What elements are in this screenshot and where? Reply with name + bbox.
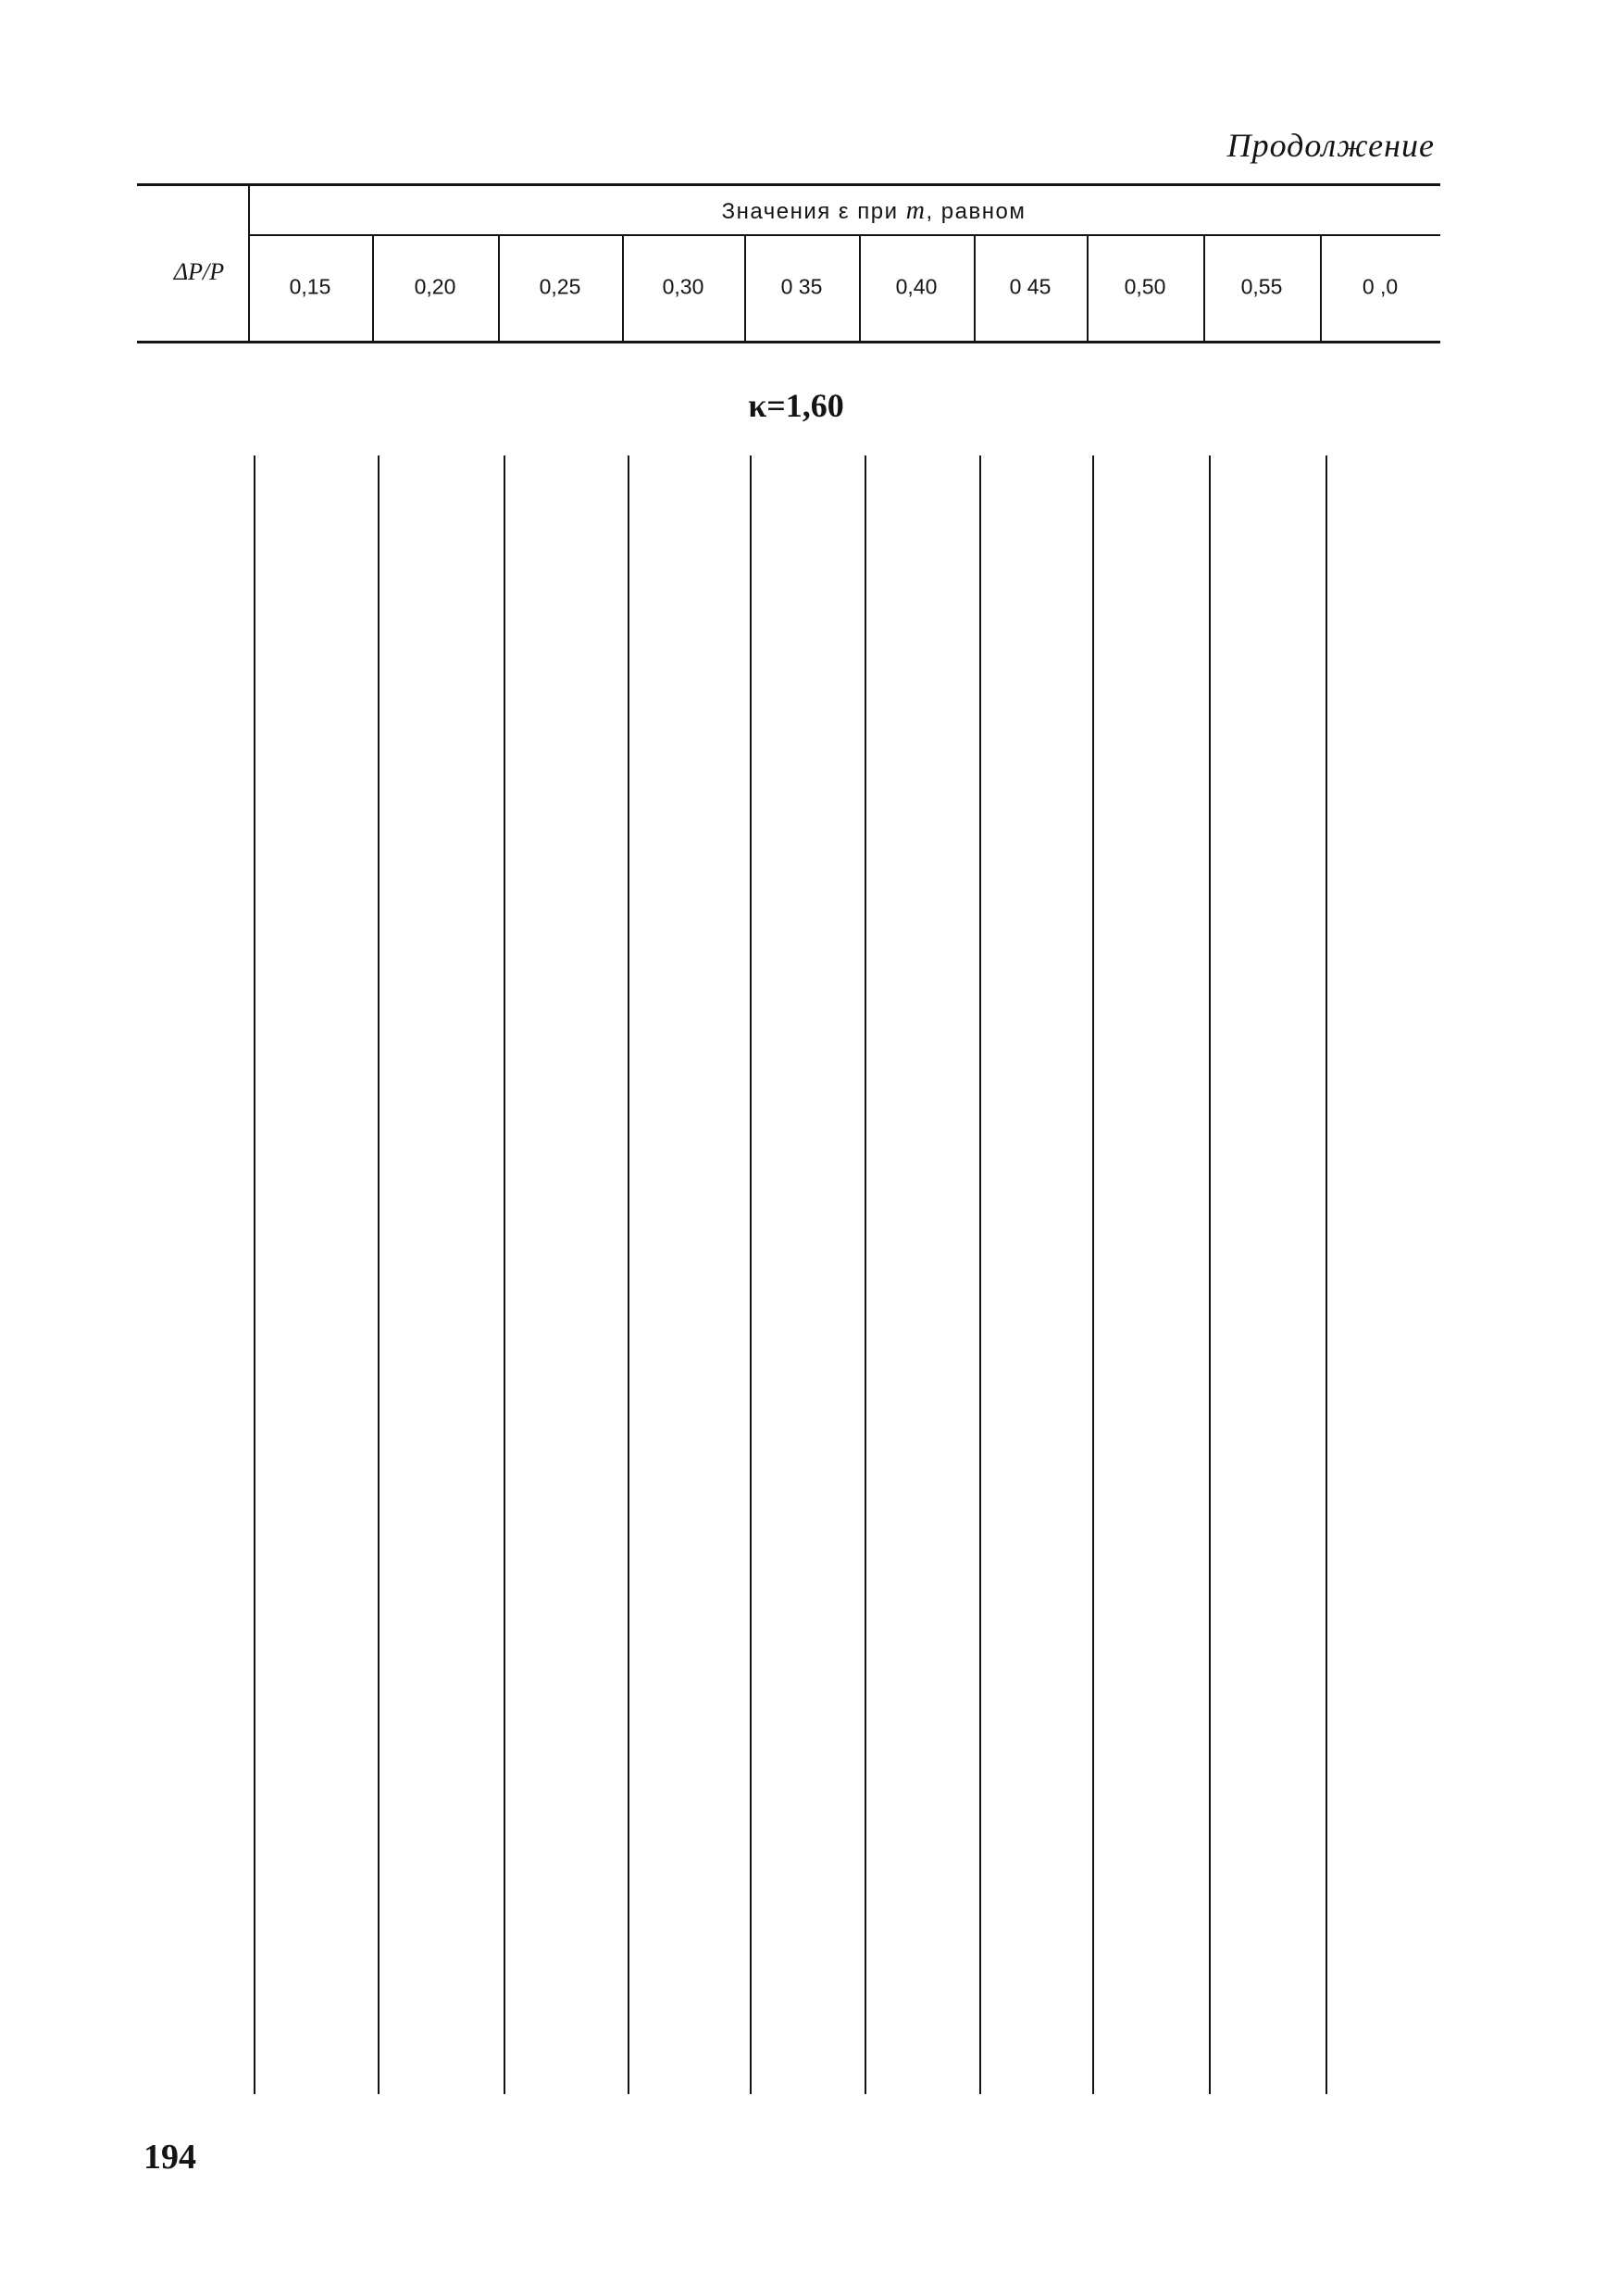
body-column-divider <box>865 455 866 2094</box>
m-value-header: 0,40 <box>895 274 938 299</box>
header-column-divider <box>744 234 746 341</box>
header-column-divider <box>622 234 624 341</box>
body-column-divider <box>254 455 255 2094</box>
header-column-divider <box>1203 234 1205 341</box>
dp-column-header: ΔP/P <box>173 258 225 285</box>
header-sub-rule <box>248 234 1440 236</box>
body-column-divider <box>628 455 629 2094</box>
body-column-divider <box>1209 455 1211 2094</box>
m-value-header: 0 45 <box>1009 274 1052 299</box>
m-value-header: 0,15 <box>289 274 331 299</box>
body-column-divider <box>750 455 752 2094</box>
continuation-label: Продолжение <box>1226 127 1435 164</box>
header-column-divider <box>974 234 976 341</box>
body-column-divider <box>378 455 380 2094</box>
body-column-divider <box>979 455 981 2094</box>
page-number: 194 <box>143 2138 196 2177</box>
m-value-header: 0,20 <box>414 274 456 299</box>
body-column-divider <box>1326 455 1327 2094</box>
m-value-header: 0,30 <box>662 274 704 299</box>
m-value-header: 0 ,0 <box>1362 274 1399 299</box>
header-column-divider <box>859 234 861 341</box>
values-title-var: m <box>905 196 927 225</box>
header-top-rule <box>137 183 1440 186</box>
values-title-prefix: Значения ε при <box>721 199 906 224</box>
body-column-divider <box>504 455 505 2094</box>
m-value-header: 0 35 <box>780 274 823 299</box>
kappa-section-label: κ=1,60 <box>748 387 844 424</box>
header-column-divider <box>498 234 500 341</box>
header-column-divider <box>1087 234 1089 341</box>
body-column-divider <box>1092 455 1094 2094</box>
header-column-divider <box>1320 234 1322 341</box>
values-title-suffix: , равном <box>926 199 1027 224</box>
m-value-header: 0,50 <box>1124 274 1166 299</box>
m-value-header: 0,25 <box>539 274 581 299</box>
m-value-header: 0,55 <box>1240 274 1283 299</box>
header-bottom-rule <box>137 341 1440 343</box>
header-column-divider <box>372 234 374 341</box>
header-column-divider <box>248 183 250 343</box>
values-title <box>722 196 1027 226</box>
